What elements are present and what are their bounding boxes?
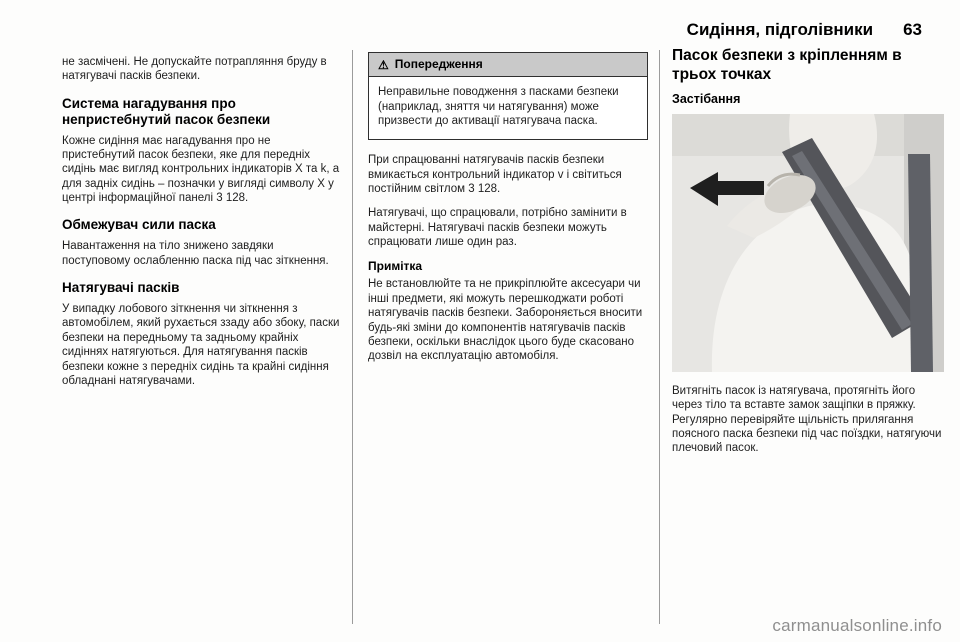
warning-title: Попередження (394, 57, 483, 71)
paragraph-belt-reminder: Кожне сидіння має нагадування про не пристебнутий пасок безпеки, яке для передніх сидінь має вигляд контрольних індикаторів X та k, а для задніх сидінь – позначки у вигляді символу X у центрі інформаційної панелі 3 128. (62, 134, 340, 205)
section-heading-force-limiter: Обмежувач сили паска (62, 217, 216, 233)
subheading-fastening: Застібання (672, 92, 741, 107)
warning-box (368, 52, 648, 140)
warning-body-text: Неправильне поводження з пасками безпеки (наприклад, зняття чи натягування) може призвести до активації натягувача паска. (378, 86, 619, 128)
paragraph-force-limiter: Навантаження на тіло знижено завдяки поступовому ослабленню паска під час зіткнення. (62, 240, 329, 267)
paragraph-pretensioner-indicator: При спрацюванні натягувачів пасків безпеки вмикається контрольний індикатор v і світиться постійним світлом 3 128. (368, 154, 622, 195)
watermark-text: carmanualsonline.info (772, 616, 942, 635)
running-header (687, 20, 922, 40)
warning-box-header (369, 53, 647, 77)
section-heading-belt-reminder: Система нагадування про непристебнутий пасок безпеки (62, 95, 271, 127)
column-divider-left (352, 50, 353, 624)
column-middle (368, 55, 648, 374)
column-right (672, 47, 944, 466)
column-left (62, 55, 342, 398)
note-body: Не встановлюйте та не прикріплюйте аксесуари чи інші предмети, які можуть перешкоджати роботі натягувачів пасків безпеки. Забороняється вносити будь-які зміни до компонентів натягувачів пасків безпеки, оскільки внаслідок цього буде скасовано дозвіл на експлуатацію автомобіля. (368, 278, 643, 363)
column-divider-right (659, 50, 660, 624)
warning-triangle-icon: ⚠ (378, 57, 389, 72)
paragraph-continuation: не засмічені. Не допускайте потрапляння бруду в натягувачі пасків безпеки. (62, 56, 327, 83)
paragraph-pretensioner-replace: Натягувачі, що спрацювали, потрібно замінити в майстерні. Натягувачі пасків безпеки можуть спрацювати лише один раз. (368, 207, 627, 249)
paragraph-fastening: Витягніть пасок із натягувача, протягніть його через тіло та вставте замок защіпки в пряжку. Регулярно перевіряйте щільність прилягання поясного паска безпеки під час поїздки, натягуючи плечовий пасок. (672, 384, 942, 455)
seatbelt-fastening-photo (672, 114, 944, 372)
page-title: Сидіння, підголівники (686, 20, 874, 39)
note-heading: Примітка (368, 259, 423, 274)
page-number: 63 (903, 20, 922, 39)
seatbelt-photo-illustration (672, 114, 944, 372)
section-heading-pretensioners: Натягувачі пасків (62, 280, 180, 296)
paragraph-pretensioners: У випадку лобового зіткнення чи зіткнення з автомобілем, який рухається ззаду або збоку, паски безпеки на передньому та задньому крайніх сидіннях натягуються. Для натягування пасків безпеки кожне з передніх сидінь та крайні сидіння обладнані натягувачами. (62, 303, 340, 387)
main-heading-three-point-belt: Пасок безпеки з кріпленням в трьох точках (672, 47, 902, 83)
